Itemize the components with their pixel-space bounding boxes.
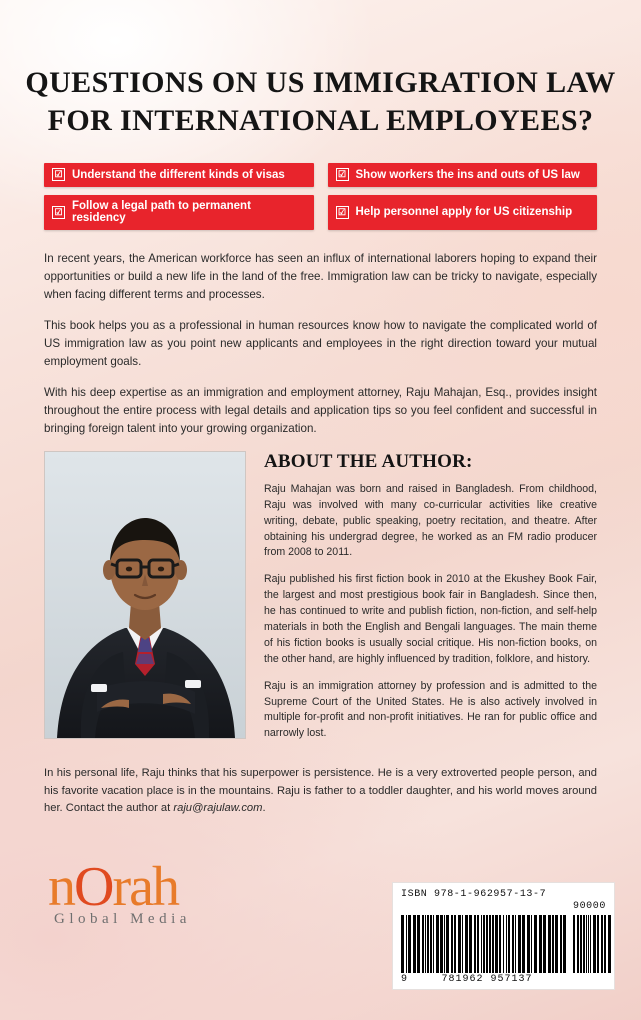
price-code-row [401,901,606,912]
barcode-bars-supplement [573,915,612,973]
page-title [0,66,641,137]
publisher-logo [48,856,258,928]
wordmark-pre: n [48,856,74,918]
personal-paragraph [44,765,597,817]
wordmark-o: O [74,856,113,918]
author-paragraph-1: Raju Mahajan was born and raised in Bangladesh. From childhood, Raju was involved with many co-curricular activities like creative writing, debate, public speaking, poetry recitation, and theatre. After obtaining his undergrad degree, he worked as an FM radio producer from 2008 to 2011. [264,482,597,559]
bullet-item [44,195,314,230]
isbn-text: ISBN 978-1-962957-13-7 [401,889,547,900]
isbn-row [401,889,606,900]
bullet-item [328,163,598,187]
barcode-digits-main: 781962 957137 [441,974,533,985]
author-bio [264,451,597,753]
author-section [44,451,597,753]
wordmark-post: rah [112,856,178,918]
personal-note [44,765,597,817]
checkbox-icon: ☑ [52,206,65,219]
barcode-bars-main [401,915,567,973]
checkbox-icon: ☑ [336,206,349,219]
blurb-paragraph-1: In recent years, the American workforce has seen an influx of international laborers hoping to expand their opportunities or build a new life in the land of the free. Immigration law can be tricky to navigate, especially when facing different terms and processes. [44,252,597,302]
author-paragraph-2: Raju published his first fiction book in 2010 at the Ekushey Book Fair, the largest and most prestigious book fair in Bangladesh. Since then, he has continued to write and publish fiction, non-fiction, and self-help materials in both the English and Bengali languages. The main theme of his fiction books is usually social critique. His non-fiction books, on the other hand, are highly influenced by tradition, folklore, and history. [264,573,597,665]
author-paragraph-3: Raju is an immigration attorney by profession and is admitted to the Supreme Court of the United States. He is also actively involved in multiple for-profit and non-profit initiatives. He ran for public office and narrowly lost. [264,679,597,740]
title-line-2: FOR INTERNATIONAL EMPLOYEES? [47,103,594,137]
publisher-tagline: Global Media [54,911,191,927]
personal-text-after: . [262,801,266,814]
bullet-item [44,163,314,187]
title-line-1: QUESTIONS ON US IMMIGRATION LAW [25,66,616,99]
bullet-label: Show workers the ins and outs of US law [355,168,580,181]
checkbox-icon: ☑ [52,168,65,181]
blurb-paragraph-3: With his deep expertise as an immigration and employment attorney, Raju Mahajan, Esq., provides insight throughout the entire process with legal details and application tips so you feel confident and successful in bringing foreign talent into your growing organization. [44,386,597,435]
publisher-wordmark [48,856,258,918]
price-code: 90000 [572,901,606,912]
bullet-label: Follow a legal path to permanent residency [72,200,251,225]
personal-text-before: In his personal life, Raju thinks that his superpower is persistence. He is a very extroverted people person, and his favorite vacation place is in the mountains. Raju is father to a toddler daughter, and his world moves around her. Contact the author at [44,767,597,814]
barcode-block [392,882,615,990]
feature-bullets [44,163,597,230]
author-portrait-illustration [45,452,245,738]
bullet-label: Help personnel apply for US citizenship [355,206,573,219]
barcode-digit-left: 9 [401,974,409,985]
barcode-digits [401,974,606,985]
author-heading: ABOUT THE AUTHOR: [264,450,473,472]
author-email: raju@rajulaw.com [173,801,263,814]
bullet-item [328,195,598,230]
checkbox-icon: ☑ [336,168,349,181]
bullet-label: Understand the different kinds of visas [72,168,285,181]
author-photo [44,451,246,739]
book-blurb [44,250,597,438]
blurb-paragraph-2: This book helps you as a professional in human resources know how to navigate the complicated world of US immigration law as you point new applicants and employees in the right direction toward your mutual employment goals. [44,319,597,369]
